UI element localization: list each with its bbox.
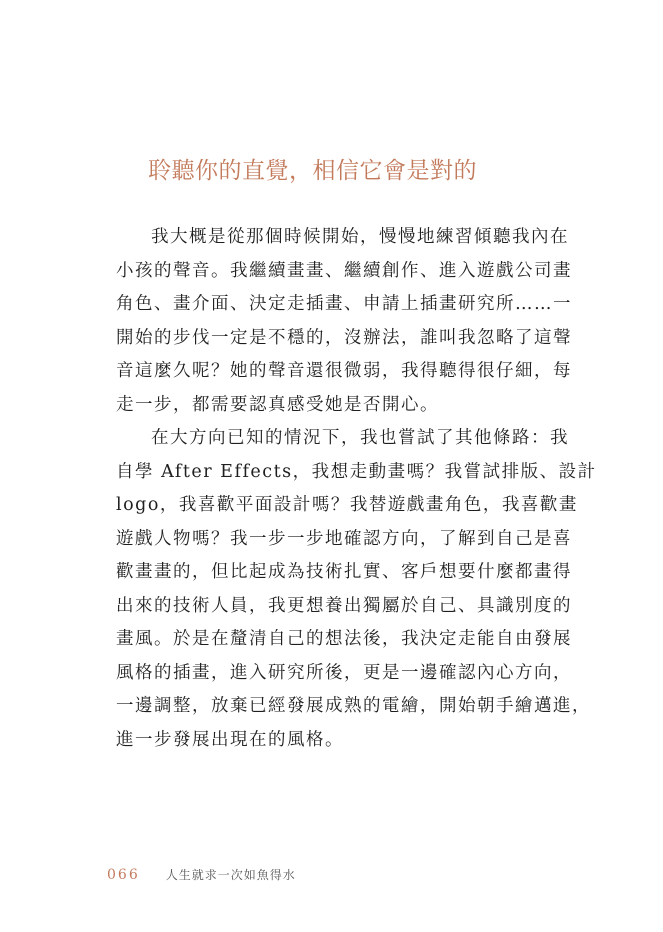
text-line: 角色、畫介面、決定走插畫、申請上插畫研究所……一: [116, 294, 572, 314]
text-line: 歡畫畫的，但比起成為技術扎實、客戶想要什麼都畫得: [116, 562, 572, 582]
text-line: 風格的插畫，進入研究所後，更是一邊確認內心方向，: [116, 662, 572, 683]
text-line: 小孩的聲音。我繼續畫畫、繼續創作、進入遊戲公司畫: [116, 260, 572, 281]
text-line: logo，我喜歡平面設計嗎？我替遊戲畫角色，我喜歡畫: [116, 495, 578, 515]
running-book-title: 人生就求一次如魚得水: [165, 868, 296, 882]
section-heading: 聆聽你的直覺，相信它會是對的: [148, 158, 477, 184]
text-line: 一邊調整，放棄已經發展成熟的電繪，開始朝手繪邁進，: [116, 696, 591, 716]
text-line: 我大概是從那個時候開始，慢慢地練習傾聽我內在: [151, 227, 569, 247]
paragraph: [116, 422, 597, 757]
paragraph: [116, 221, 572, 422]
text-line: 自學 After Effects，我想走動畫嗎？我嘗試排版、設計: [116, 461, 597, 482]
text-line: 走一步，都需要認真感受她是否開心。: [116, 394, 439, 415]
text-line: 開始的步伐一定是不穩的，沒辦法，誰叫我忽略了這聲: [116, 327, 572, 348]
page-footer: [107, 866, 296, 883]
text-line: 進一步發展出現在的風格。: [116, 729, 344, 750]
text-line: 音這麼久呢？她的聲音還很微弱，我得聽得很仔細，每: [116, 361, 572, 381]
text-line: 畫風。於是在釐清自己的想法後，我決定走能自由發展: [116, 629, 572, 649]
text-line: 遊戲人物嗎？我一步一步地確認方向，了解到自己是喜: [116, 528, 572, 549]
text-line: 在大方向已知的情況下，我也嘗試了其他條路：我: [151, 428, 569, 448]
page-number: 066: [107, 867, 140, 883]
text-line: 出來的技術人員，我更想養出獨屬於自己、具識別度的: [116, 595, 572, 616]
body-text: [116, 221, 597, 757]
